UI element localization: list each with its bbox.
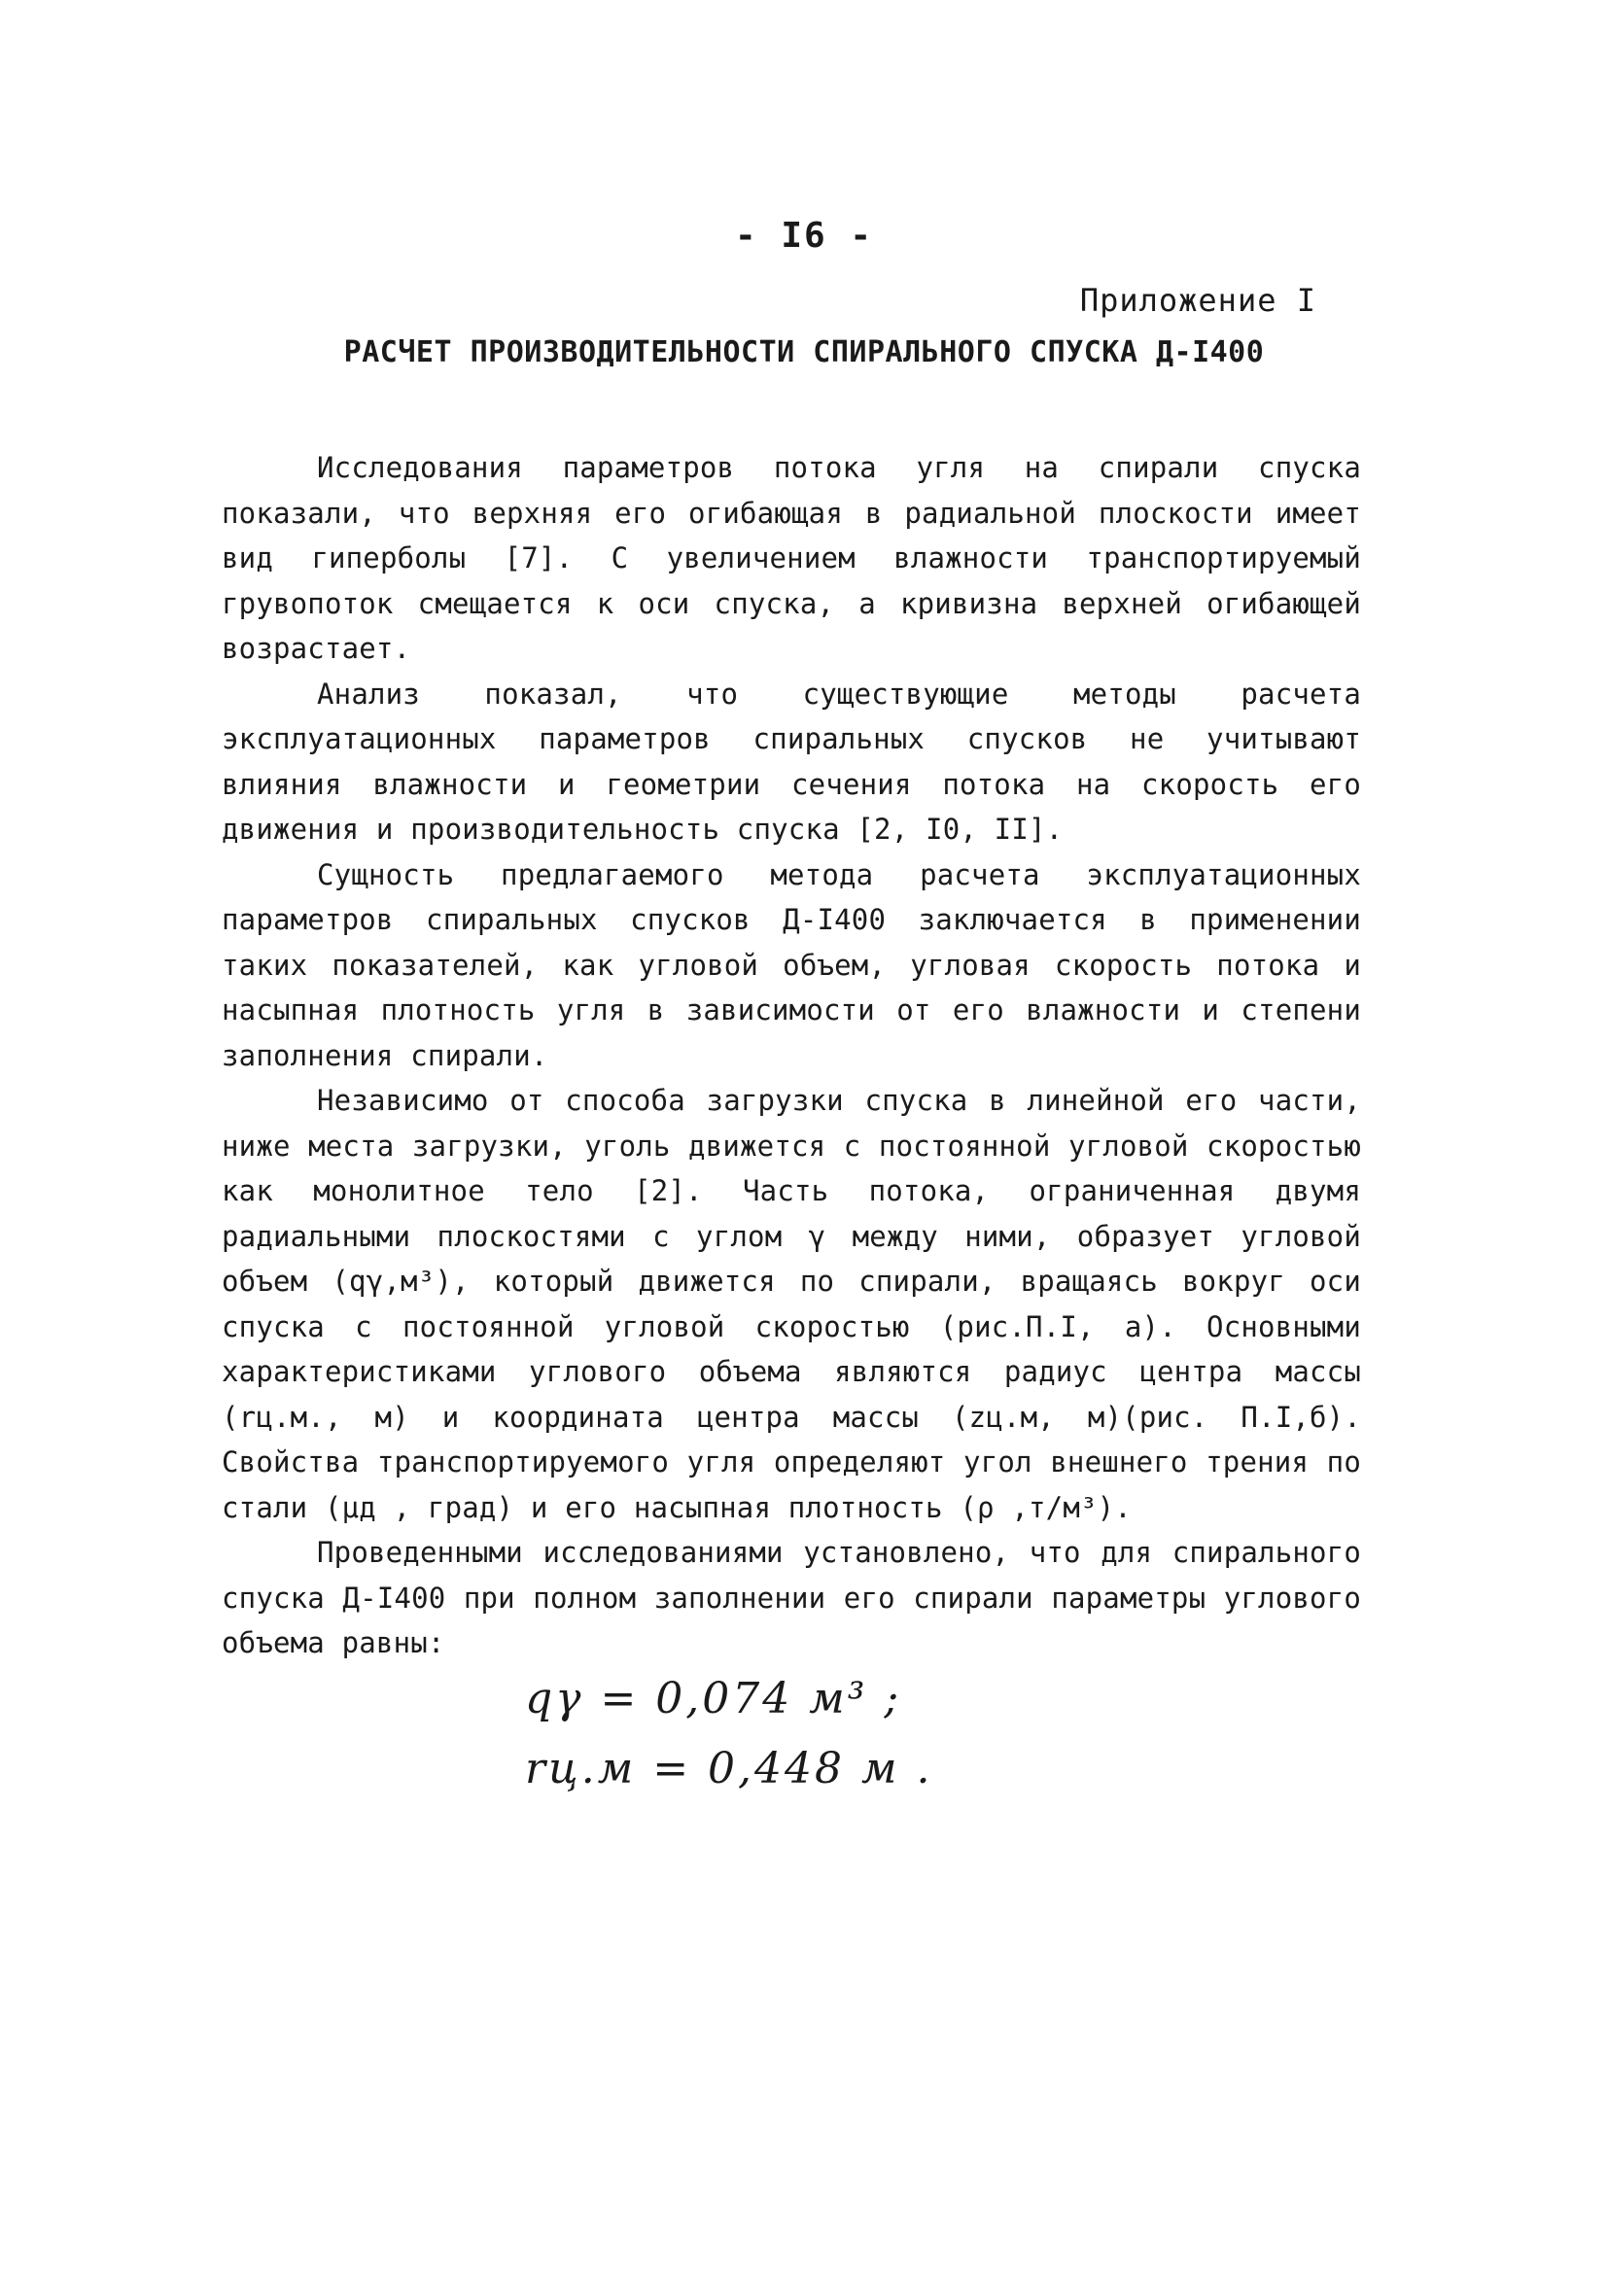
formula-mass-center-radius: rц.м = 0,448 м . — [525, 1744, 933, 1793]
paragraph-1: Исследования параметров потока угля на спирали спуска показали, что верхняя его огибающая в радиальной плоскости имеет вид гиперболы [7]. С увеличением влажности транспортируемый грувопоток смещается к оси спуска, а кривизна верхней огибающей возрастает. — [222, 451, 1361, 665]
formula-block — [525, 1664, 932, 1804]
formula-angular-volume: qγ = 0,074 м³ ; — [525, 1674, 902, 1723]
paragraph-3: Сущность предлагаемого метода расчета эксплуатационных параметров спиральных спусков Д-I400 заключается в применении таких показателей, как угловой объем, угловая скорость потока и насыпная плотность угля в зависимости от его влажности и степени заполнения спирали. — [222, 857, 1361, 1072]
paragraph-2: Анализ показал, что существующие методы расчета эксплуатационных параметров спиральных спусков не учитывают влияния влажности и геометрии сечения потока на скорость его движения и производительность спуска [2, I0, II]. — [222, 677, 1361, 846]
paragraph-5: Проведенными исследованиями установлено, что для спирального спуска Д-I400 при полном заполнении его спирали параметры углового объема равны: — [222, 1536, 1361, 1659]
page-number: - I6 - — [734, 216, 874, 256]
document-title: РАСЧЕТ ПРОИЗВОДИТЕЛЬНОСТИ СПИРАЛЬНОГО СПУСКА Д-I400 — [343, 335, 1265, 369]
appendix-label: Приложение I — [1079, 282, 1316, 319]
body-text — [222, 445, 1361, 1666]
paragraph-4: Независимо от способа загрузки спуска в линейной его части, ниже места загрузки, уголь движется с постоянной угловой скоростью как монолитное тело [2]. Часть потока, ограниченная двумя радиальными плоскостями с углом γ между ними, образует угловой объем (qγ,м³), который движется по спирали, вращаясь вокруг оси спуска с постоянной угловой скоростью (рис.П.I, а). Основными характеристиками углового объема являются радиус центра массы (rц.м., м) и координата центра массы (zц.м, м)(рис. П.I,б). Свойства транспортируемого угля определяют угол внешнего трения по стали (μд , град) и его насыпная плотность (ρ ,т/м³). — [222, 1084, 1361, 1524]
